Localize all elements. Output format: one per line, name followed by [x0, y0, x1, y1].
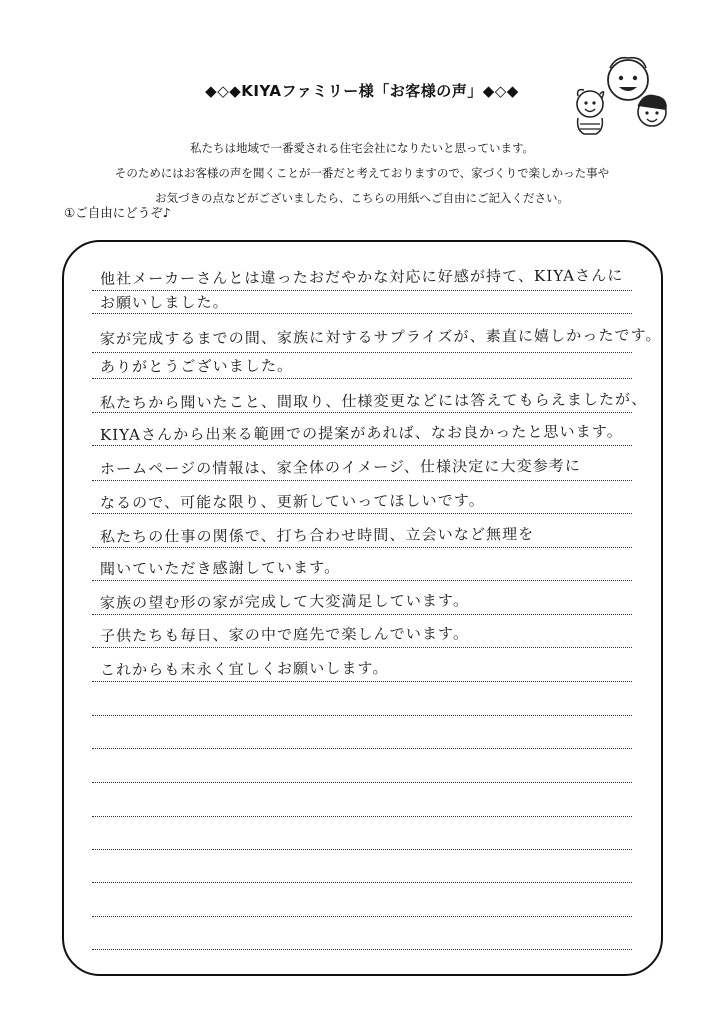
intro-text	[0, 136, 724, 211]
ruled-line	[92, 748, 632, 749]
handwritten-line: 家が完成するまでの間、家族に対するサプライズが、素直に嬉しかったです。	[99, 326, 662, 349]
family-faces-icon	[566, 54, 676, 138]
ruled-line	[92, 849, 632, 850]
ruled-line	[92, 882, 632, 883]
handwritten-line: 家族の望む形の家が完成して大変満足しています。	[99, 591, 470, 612]
handwritten-line: 私たちから聞いたこと、間取り、仕様変更などには答えてもらえましたが、	[99, 390, 648, 413]
form-title: ◆◇◆KIYAファミリー様「お客様の声」◆◇◆	[205, 82, 519, 100]
ruled-line	[92, 547, 632, 548]
intro-line: そのためにはお客様の声を聞くことが一番だと考えておりますので、家づくりで楽しかった事や	[114, 166, 610, 180]
ruled-line	[92, 313, 632, 314]
ruled-line	[92, 513, 632, 514]
ruled-line	[92, 352, 632, 353]
ruled-line	[92, 647, 632, 648]
handwritten-line: 聞いていただき感謝しています。	[99, 558, 341, 578]
handwritten-line: KIYAさんから出来る範囲での提案があれば、なお良かったと思います。	[99, 422, 623, 445]
ruled-line	[92, 580, 632, 581]
handwritten-line: 子供たちも毎日、家の中で庭先で楽しんでいます。	[99, 624, 470, 645]
handwritten-line: ありがとうございました。	[99, 356, 294, 377]
ruled-line	[92, 681, 632, 682]
ruled-line	[92, 614, 632, 615]
ruled-line	[92, 916, 632, 917]
ruled-line	[92, 378, 632, 379]
ruled-line	[92, 480, 632, 481]
handwritten-line: ホームページの情報は、家全体のイメージ、仕様決定に大変参考に	[99, 456, 582, 479]
handwritten-line: なるので、可能な限り、更新していってほしいです。	[99, 491, 485, 512]
ruled-line	[92, 949, 632, 950]
ruled-line	[92, 445, 632, 446]
intro-line: 私たちは地域で一番愛される住宅会社になりたいと思っています。	[189, 141, 535, 155]
handwritten-line: 私たちの仕事の関係で、打ち合わせ時間、立会いなど無理を	[99, 524, 535, 546]
question-prompt: ①ご自由にどうぞ♪	[64, 205, 171, 220]
ruled-line	[92, 715, 632, 716]
ruled-line	[92, 816, 632, 817]
handwritten-line: お願いしました。	[99, 293, 229, 313]
intro-line: お気づきの点などがございましたら、こちらの用紙へご自由にご記入ください。	[155, 191, 569, 205]
ruled-line	[92, 782, 632, 783]
handwritten-line: これからも末永く宜しくお願いします。	[99, 658, 389, 679]
handwritten-line: 他社メーカーさんとは違ったおだやかな対応に好感が持て、KIYAさんに	[99, 266, 624, 289]
